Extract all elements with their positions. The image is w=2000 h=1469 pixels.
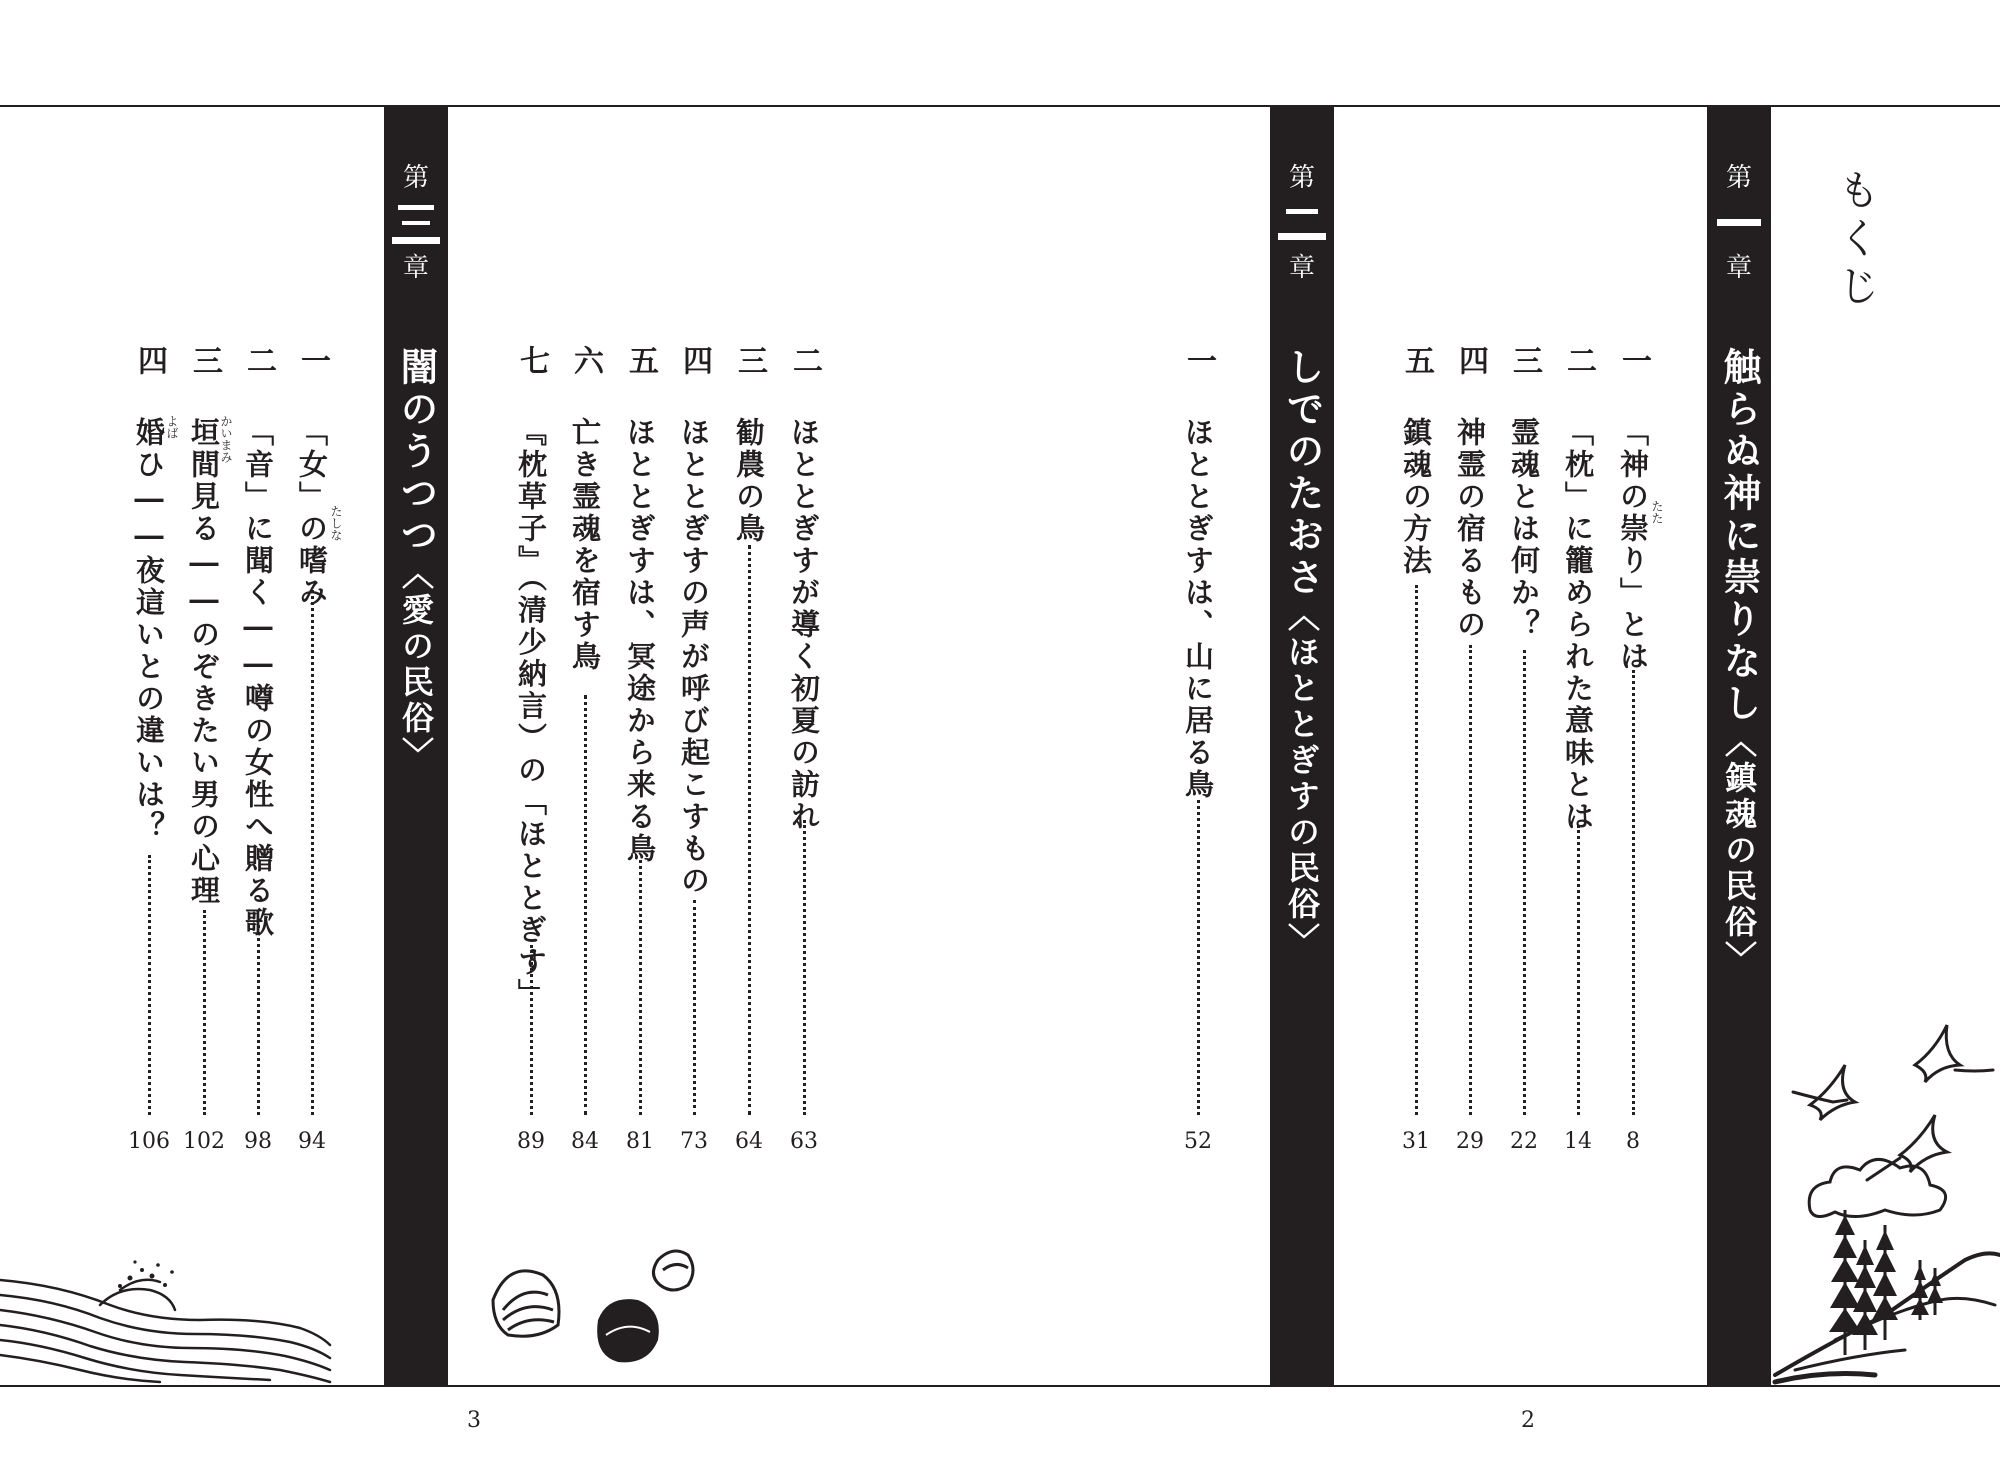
chapter-1-subtitle: 〈鎮魂の民俗〉 <box>1720 725 1758 977</box>
entry-number: 五 <box>623 345 658 375</box>
page-number: 29 <box>1456 1129 1484 1154</box>
leader-dots <box>311 590 314 1115</box>
chapter-1-title-text: 触らぬ神に崇りなし <box>1717 347 1762 725</box>
leader-dots <box>257 925 260 1115</box>
leader-dots <box>148 855 151 1115</box>
leader-dots <box>1197 800 1200 1115</box>
page-number: 52 <box>1184 1129 1212 1154</box>
chapter-2-band <box>1270 107 1334 1385</box>
leader-dots <box>203 910 206 1115</box>
page-number: 8 <box>1626 1129 1640 1154</box>
chapter-1-numeral <box>1707 199 1771 247</box>
chapter-3-subtitle: 〈愛の民俗〉 <box>397 557 435 773</box>
page-number: 89 <box>517 1129 545 1154</box>
entry-title: 「神の崇り」とは <box>1616 417 1650 673</box>
waves-illustration <box>0 1250 330 1385</box>
page-number: 64 <box>735 1129 763 1154</box>
toc-entry[interactable] <box>1396 345 1436 1154</box>
entry-title: ほととぎすは、山に居る鳥 <box>1181 417 1215 801</box>
entry-title: 『枕草子』（清少納言）の「ほととぎす」 <box>514 417 548 1011</box>
toc-entry[interactable] <box>1178 345 1218 1154</box>
leader-dots <box>530 945 533 1115</box>
toc-entry[interactable] <box>1558 345 1598 1154</box>
entry-number: 四 <box>132 345 167 375</box>
entry-number: 一 <box>1181 345 1216 375</box>
chapter-3-title-text: 闇のうつつ <box>394 347 439 557</box>
chapter-2-sho: 章 <box>1288 253 1315 283</box>
leader-dots <box>803 820 806 1115</box>
toc-entry[interactable] <box>1613 345 1664 1154</box>
entry-title: 霊魂とは何か？ <box>1507 417 1541 641</box>
entry-title: 婚ひ――夜這いとの違いは？ <box>132 417 166 843</box>
toc-entry[interactable] <box>620 345 660 1154</box>
page-number: 84 <box>571 1129 599 1154</box>
leader-dots <box>1632 670 1635 1115</box>
leader-dots <box>693 900 696 1115</box>
bottom-rule <box>0 1385 2000 1387</box>
chapter-2-numeral <box>1270 199 1334 247</box>
entry-title: 神霊の宿るもの <box>1453 417 1487 641</box>
toc-entry[interactable] <box>511 345 551 1154</box>
chapter-3-sho: 章 <box>402 253 429 283</box>
chapter-1-sho: 章 <box>1725 253 1752 283</box>
leader-dots <box>584 695 587 1115</box>
toc-entry[interactable] <box>183 345 233 1154</box>
page-number: 14 <box>1564 1129 1592 1154</box>
toc-entry[interactable] <box>729 345 769 1154</box>
page-number: 102 <box>183 1129 225 1154</box>
shells-illustration <box>488 1240 708 1370</box>
entry-title: ほととぎすは、冥途から来る鳥 <box>623 417 657 865</box>
entry-title: 亡き霊魂を宿す鳥 <box>568 417 602 673</box>
toc-entry[interactable] <box>784 345 824 1154</box>
entry-title: 「枕」に籠められた意味とは <box>1561 417 1595 833</box>
entry-number: 三 <box>187 345 222 375</box>
entry-ruby: たた <box>1650 500 1664 524</box>
entry-title: ほととぎすの声が呼び起こすもの <box>677 417 711 897</box>
leader-dots <box>748 545 751 1115</box>
entry-number: 四 <box>677 345 712 375</box>
page-number: 31 <box>1402 1129 1430 1154</box>
entry-number: 三 <box>1507 345 1542 375</box>
entry-ruby: かいまみ <box>219 415 233 463</box>
entry-number: 六 <box>568 345 603 375</box>
entry-number: 四 <box>1453 345 1488 375</box>
chapter-1-band <box>1707 107 1771 1385</box>
chapter-2-title-text: しでのたおさ <box>1280 347 1325 599</box>
chapter-3-title <box>384 347 448 773</box>
chapter-2-title <box>1270 347 1334 959</box>
page-number: 106 <box>128 1129 170 1154</box>
page-number: 63 <box>790 1129 818 1154</box>
toc-entry[interactable] <box>1450 345 1490 1154</box>
leader-dots <box>1523 650 1526 1115</box>
chapter-3-dai: 第 <box>402 163 429 193</box>
entry-number: 二 <box>1561 345 1596 375</box>
chapter-2-dai: 第 <box>1288 163 1315 193</box>
entry-title: 鎮魂の方法 <box>1399 417 1433 577</box>
page-number: 94 <box>298 1129 326 1154</box>
entry-title: ほととぎすが導く初夏の訪れ <box>787 417 821 833</box>
entry-number: 七 <box>514 345 549 375</box>
left-page-number: 3 <box>467 1408 481 1433</box>
toc-entry[interactable] <box>292 345 343 1154</box>
leader-dots <box>639 860 642 1115</box>
entry-ruby: たしな <box>329 505 343 541</box>
page-number: 22 <box>1510 1129 1538 1154</box>
toc-entry[interactable] <box>238 345 278 1154</box>
entry-title: 勧農の鳥 <box>732 417 766 545</box>
chapter-2-subtitle: 〈ほととぎすの民俗〉 <box>1283 599 1321 959</box>
entry-number: 一 <box>1616 345 1651 375</box>
entry-number: 五 <box>1399 345 1434 375</box>
chapter-1-dai: 第 <box>1725 163 1752 193</box>
right-page-number: 2 <box>1521 1408 1535 1433</box>
entry-number: 三 <box>732 345 767 375</box>
entry-number: 一 <box>295 345 330 375</box>
chapter-1-title <box>1707 347 1771 977</box>
toc-entry[interactable] <box>674 345 714 1154</box>
leader-dots <box>1415 585 1418 1115</box>
toc-entry[interactable] <box>128 345 179 1154</box>
toc-entry[interactable] <box>1504 345 1544 1154</box>
entry-number: 二 <box>787 345 822 375</box>
leader-dots <box>1469 645 1472 1115</box>
entry-title: 「音」に聞く――噂の女性へ贈る歌 <box>241 417 275 939</box>
chapter-3-band <box>384 107 448 1385</box>
entry-number: 二 <box>241 345 276 375</box>
page-number: 73 <box>680 1129 708 1154</box>
entry-ruby: よば <box>165 415 179 439</box>
page-number: 98 <box>244 1129 272 1154</box>
entry-title: 垣間見る――のぞきたい男の心理 <box>187 417 221 907</box>
entry-title: 「女」の嗜み <box>295 417 329 609</box>
page-number: 81 <box>626 1129 654 1154</box>
toc-heading: もくじ <box>1832 168 1881 312</box>
chapter-3-numeral <box>384 199 448 247</box>
top-rule <box>0 105 2000 107</box>
leader-dots <box>1577 825 1580 1115</box>
toc-entry[interactable] <box>565 345 605 1154</box>
landscape-illustration <box>1775 1010 2000 1385</box>
